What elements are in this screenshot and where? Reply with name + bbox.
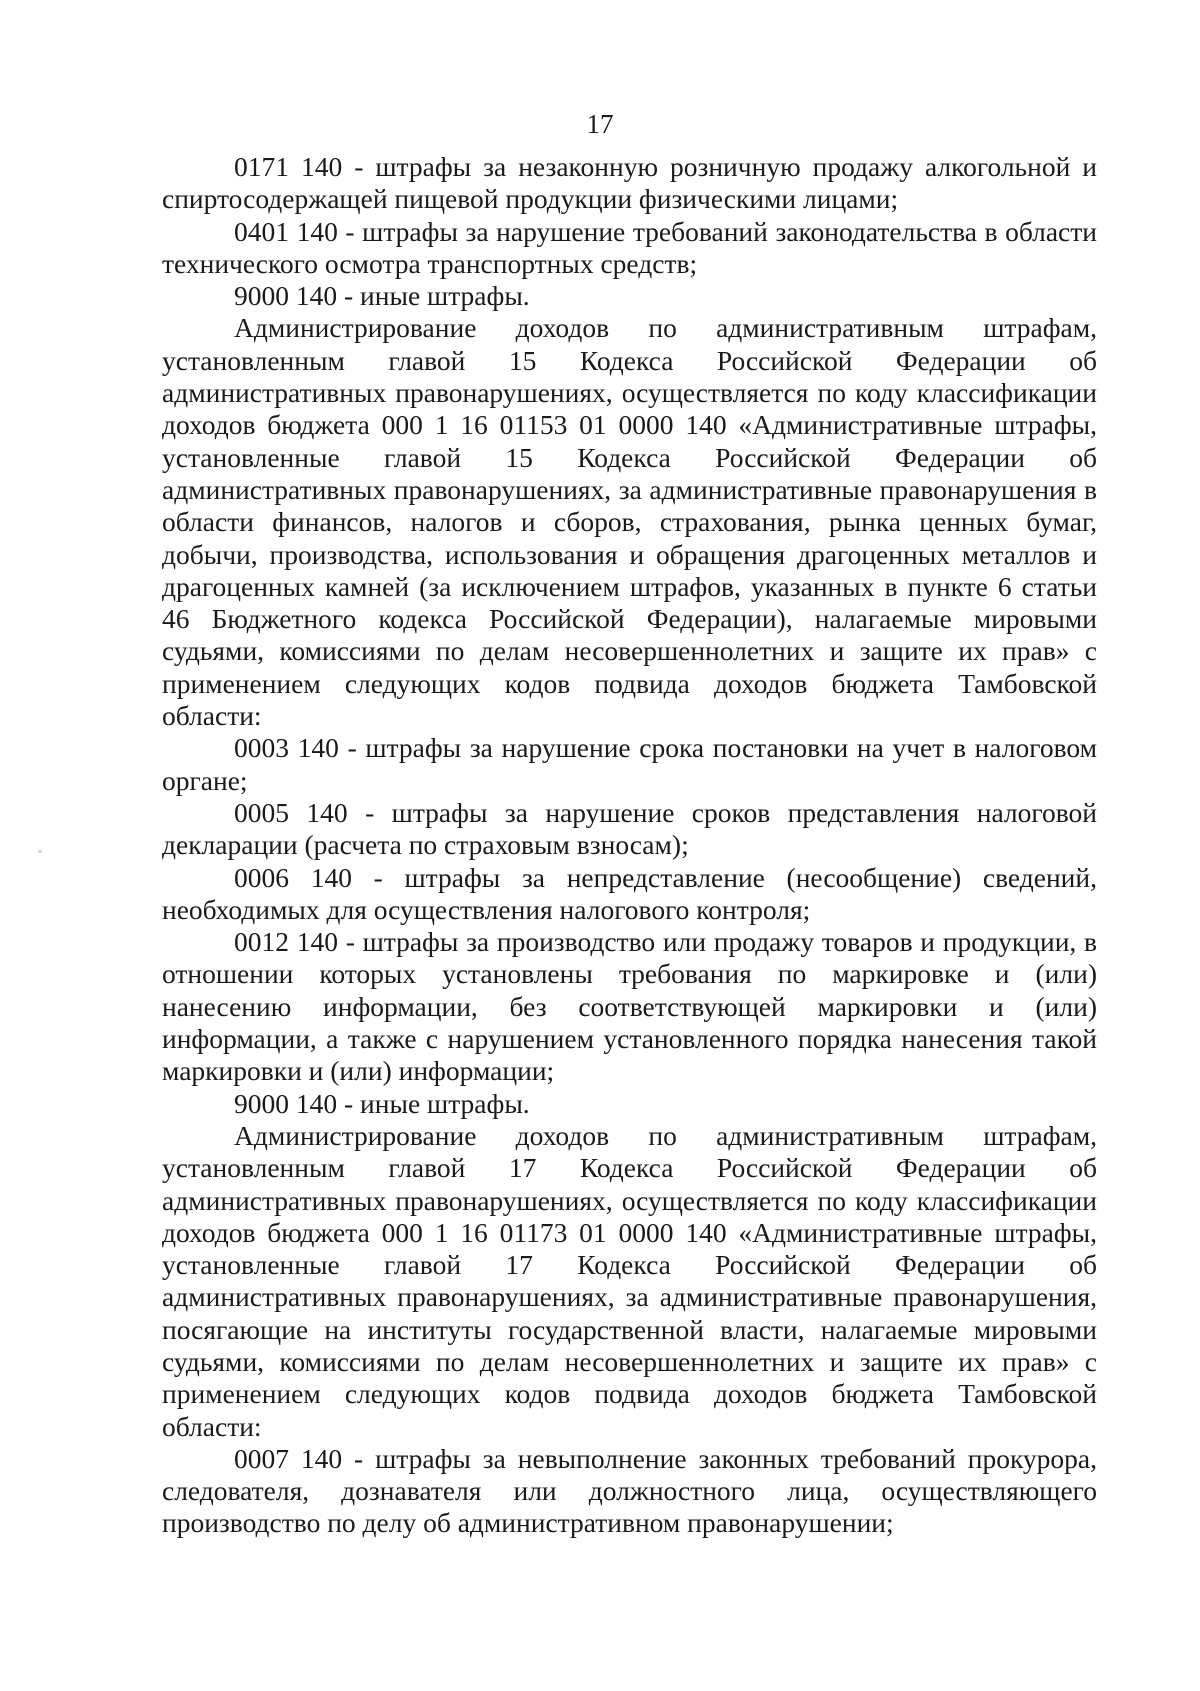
paragraph-code-0401: 0401 140 - штрафы за нарушение требований законодательства в области технического осмотра транспортных средств; [162, 215, 1097, 279]
paragraph-code-0005: 0005 140 - штрафы за нарушение сроков представления налоговой декларации (расчета по страховым взносам); [162, 796, 1097, 861]
page-number: 17 [586, 109, 614, 139]
paragraph-chapter-17-administration: Администрирование доходов по административным штрафам, установленным главой 17 Кодекса Российской Федерации об административных правонарушениях, осуществляется по коду классификации доходов бюджета 000 1 16 01173 01 0000 140 «Административные штрафы, установленные главой 17 Кодекса Российской Федерации об административных правонарушениях, за административные правонарушения, посягающие на институты государственной власти, налагаемые мировыми судьями, комиссиями по делам несовершеннолетних и защите их прав» с применением следующих кодов подвида доходов бюджета Тамбовской области: [162, 1119, 1097, 1442]
paragraph-code-9000-second: 9000 140 - иные штрафы. [234, 1087, 530, 1119]
document-body [162, 151, 1097, 1540]
paragraph-code-9000: 9000 140 - иные штрафы. [234, 280, 530, 312]
paragraph-code-0003: 0003 140 - штрафы за нарушение срока постановки на учет в налоговом органе; [162, 732, 1097, 796]
paragraph-code-0171: 0171 140 - штрафы за незаконную розничную продажу алкогольной и спиртосодержащей пищевой продукции физическими лицами; [162, 151, 1097, 215]
scan-speck [38, 850, 42, 853]
paragraph-code-0006: 0006 140 - штрафы за непредставление (несообщение) сведений, необходимых для осуществления налогового контроля; [162, 861, 1097, 925]
paragraph-code-0007: 0007 140 - штрафы за невыполнение законных требований прокурора, следователя, дознавателя или должностного лица, осуществляющего производство по делу об административном правонарушении; [162, 1442, 1097, 1539]
paragraph-chapter-15-administration: Администрирование доходов по административным штрафам, установленным главой 15 Кодекса Российской Федерации об административных правонарушениях, осуществляется по коду классификации доходов бюджета 000 1 16 01153 01 0000 140 «Административные штрафы, установленные главой 15 Кодекса Российской Федерации об административных правонарушениях, за административные правонарушения в области финансов, налогов и сборов, страхования, рынка ценных бумаг, добычи, производства, использования и обращения драгоценных металлов и драгоценных камней (за исключением штрафов, указанных в пункте 6 статьи 46 Бюджетного кодекса Российской Федерации), налагаемые мировыми судьями, комиссиями по делам несовершеннолетних и защите их прав» с применением следующих кодов подвида доходов бюджета Тамбовской области: [162, 312, 1097, 732]
paragraph-code-0012: 0012 140 - штрафы за производство или продажу товаров и продукции, в отношении которых установлены требования по маркировке и (или) нанесению информации, без соответствующей маркировки и (или) информации, а также с нарушением установленного порядка нанесения такой маркировки и (или) информации; [162, 926, 1097, 1087]
